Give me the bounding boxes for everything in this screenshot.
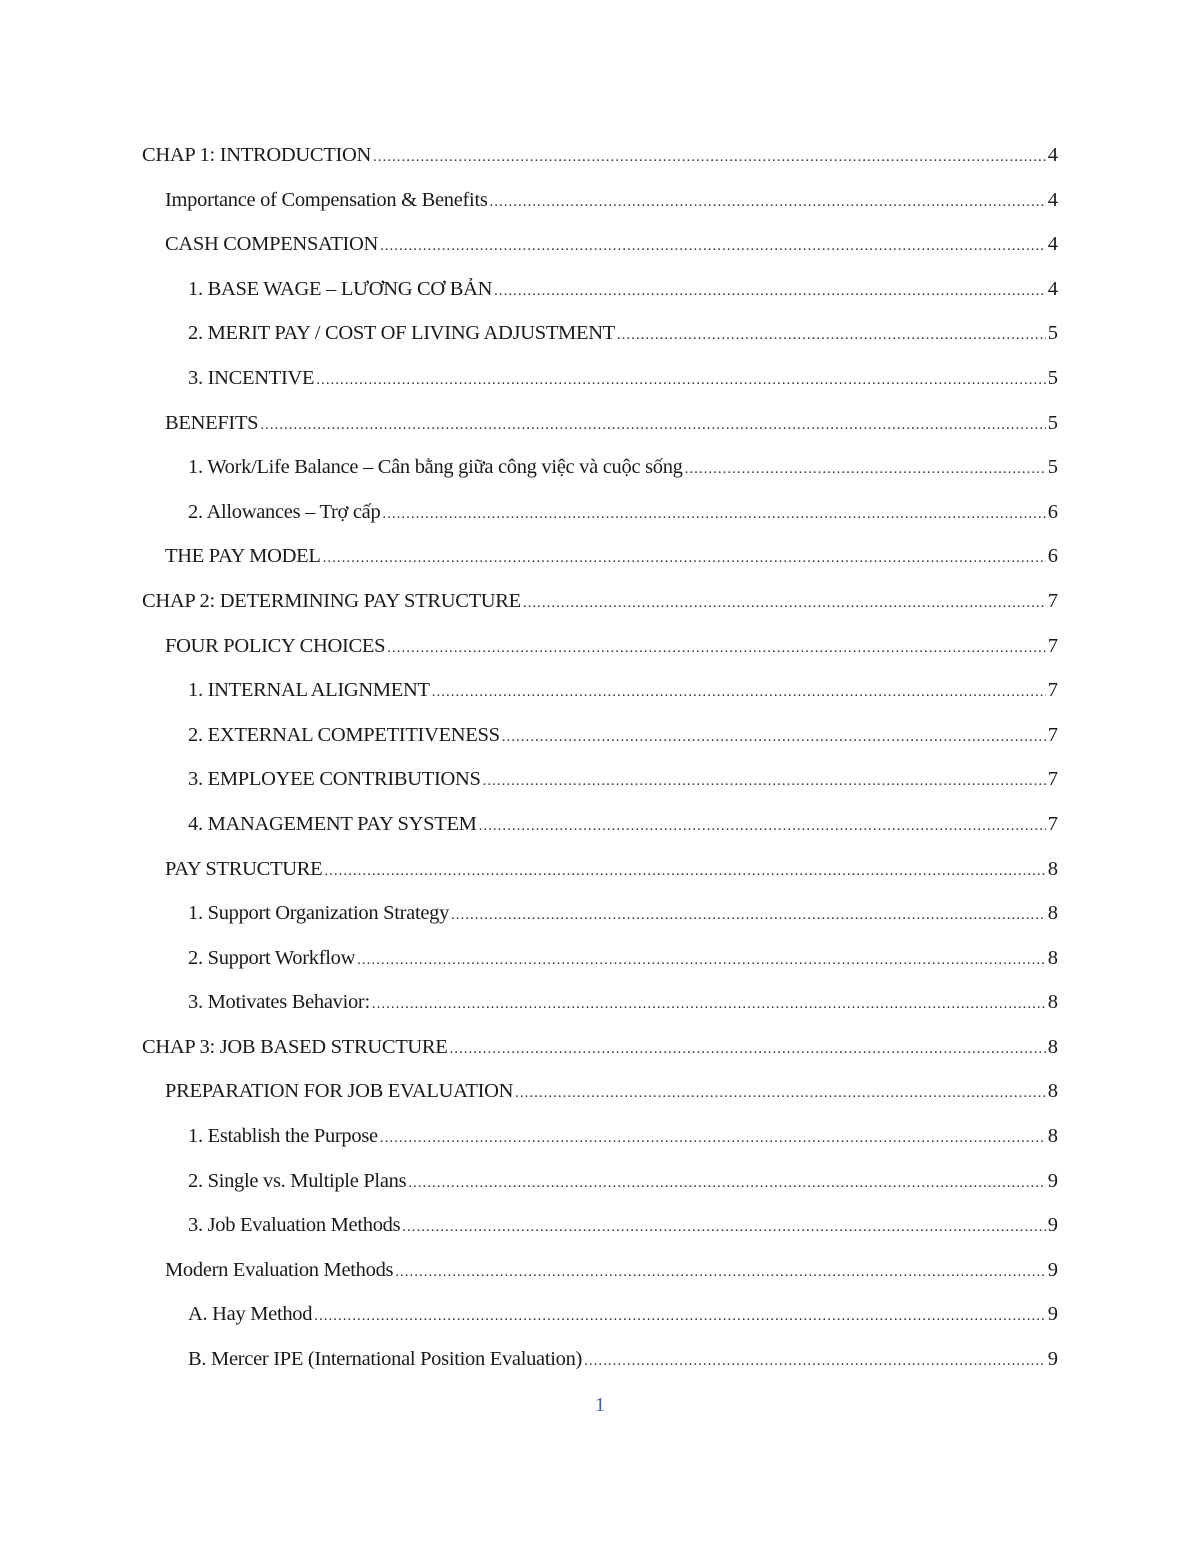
toc-dot-leader — [490, 180, 1046, 225]
toc-dot-leader — [324, 849, 1045, 894]
toc-entry-level-2[interactable] — [142, 847, 1058, 892]
toc-entry-page-number: 8 — [1047, 902, 1058, 925]
toc-entry-page-number: 7 — [1047, 812, 1058, 835]
toc-dot-leader — [357, 938, 1046, 983]
toc-entry-page-number: 8 — [1047, 1080, 1058, 1103]
toc-entry-page-number: 7 — [1047, 768, 1058, 791]
toc-entry-level-3[interactable] — [142, 490, 1058, 535]
toc-entry-page-number: 8 — [1047, 1125, 1058, 1148]
toc-entry-level-1[interactable] — [142, 133, 1058, 178]
toc-dot-leader — [260, 403, 1045, 448]
toc-entry-title: 1. Support Organization Strategy — [188, 902, 450, 925]
toc-entry-title: FOUR POLICY CHOICES — [165, 634, 386, 657]
toc-dot-leader — [617, 313, 1046, 358]
toc-entry-page-number: 4 — [1047, 188, 1058, 211]
toc-entry-level-3[interactable] — [142, 668, 1058, 713]
toc-entry-page-number: 9 — [1047, 1303, 1058, 1326]
toc-entry-title: CHAP 3: JOB BASED STRUCTURE — [142, 1035, 448, 1058]
toc-entry-page-number: 7 — [1047, 723, 1058, 746]
toc-dot-leader — [323, 536, 1046, 581]
toc-dot-leader — [515, 1071, 1046, 1116]
toc-entry-title: 2. Allowances – Trợ cấp — [188, 500, 381, 523]
toc-entry-level-2[interactable] — [142, 222, 1058, 267]
toc-entry-page-number: 6 — [1047, 545, 1058, 568]
toc-dot-leader — [316, 358, 1046, 403]
toc-entry-level-2[interactable] — [142, 534, 1058, 579]
toc-entry-title: 1. Work/Life Balance – Cân bằng giữa công việc và cuộc sống — [188, 456, 683, 479]
toc-entry-page-number: 5 — [1047, 366, 1058, 389]
toc-entry-title: 1. Establish the Purpose — [188, 1125, 378, 1148]
toc-entry-title: PAY STRUCTURE — [165, 857, 323, 880]
toc-entry-page-number: 8 — [1047, 946, 1058, 969]
toc-entry-title: CASH COMPENSATION — [165, 233, 379, 256]
toc-dot-leader — [432, 670, 1046, 715]
toc-entry-page-number: 8 — [1047, 857, 1058, 880]
table-of-contents — [142, 133, 1058, 1382]
toc-entry-level-3[interactable] — [142, 1203, 1058, 1248]
toc-entry-level-2[interactable] — [142, 1069, 1058, 1114]
toc-dot-leader — [395, 1250, 1046, 1295]
toc-entry-title: 1. BASE WAGE – LƯƠNG CƠ BẢN — [188, 277, 493, 300]
toc-entry-page-number: 5 — [1047, 456, 1058, 479]
toc-dot-leader — [483, 759, 1046, 804]
toc-dot-leader — [380, 224, 1046, 269]
toc-entry-title: Modern Evaluation Methods — [165, 1258, 394, 1281]
toc-dot-leader — [450, 1027, 1046, 1072]
toc-entry-page-number: 8 — [1047, 1035, 1058, 1058]
toc-entry-title: CHAP 1: INTRODUCTION — [142, 144, 371, 166]
toc-dot-leader — [523, 581, 1046, 626]
toc-entry-page-number: 5 — [1047, 322, 1058, 345]
toc-entry-title: BENEFITS — [165, 411, 259, 434]
toc-entry-title: 3. Motivates Behavior: — [188, 991, 370, 1014]
toc-entry-level-2[interactable] — [142, 401, 1058, 446]
toc-dot-leader — [479, 804, 1046, 849]
toc-entry-level-3[interactable] — [142, 267, 1058, 312]
toc-entry-level-3[interactable] — [142, 757, 1058, 802]
toc-dot-leader — [451, 893, 1046, 938]
toc-entry-page-number: 4 — [1047, 277, 1058, 300]
toc-entry-page-number: 4 — [1047, 144, 1058, 166]
toc-entry-level-3[interactable] — [142, 311, 1058, 356]
toc-entry-title: 3. Job Evaluation Methods — [188, 1214, 401, 1237]
toc-entry-level-3[interactable] — [142, 1337, 1058, 1382]
toc-entry-page-number: 7 — [1047, 679, 1058, 702]
toc-entry-level-1[interactable] — [142, 1025, 1058, 1070]
toc-entry-title: 4. MANAGEMENT PAY SYSTEM — [188, 812, 477, 835]
toc-entry-title: 3. INCENTIVE — [188, 366, 315, 389]
toc-entry-title: CHAP 2: DETERMINING PAY STRUCTURE — [142, 589, 521, 612]
toc-entry-level-2[interactable] — [142, 1248, 1058, 1293]
toc-dot-leader — [494, 269, 1046, 314]
toc-entry-level-3[interactable] — [142, 356, 1058, 401]
page-number: 1 — [595, 1394, 605, 1416]
toc-entry-level-3[interactable] — [142, 713, 1058, 758]
toc-entry-title: 2. Support Workflow — [188, 946, 356, 969]
toc-dot-leader — [382, 492, 1045, 537]
toc-entry-level-3[interactable] — [142, 936, 1058, 981]
toc-entry-level-2[interactable] — [142, 624, 1058, 669]
toc-entry-page-number: 7 — [1047, 589, 1058, 612]
toc-entry-page-number: 9 — [1047, 1258, 1058, 1281]
toc-entry-level-3[interactable] — [142, 891, 1058, 936]
toc-entry-page-number: 8 — [1047, 991, 1058, 1014]
toc-entry-page-number: 7 — [1047, 634, 1058, 657]
toc-entry-page-number: 9 — [1047, 1348, 1058, 1371]
toc-entry-title: 3. EMPLOYEE CONTRIBUTIONS — [188, 768, 481, 791]
toc-entry-title: 2. MERIT PAY / COST OF LIVING ADJUSTMENT — [188, 322, 615, 345]
toc-entry-title: PREPARATION FOR JOB EVALUATION — [165, 1080, 514, 1103]
toc-entry-page-number: 6 — [1047, 500, 1058, 523]
toc-entry-page-number: 5 — [1047, 411, 1058, 434]
toc-entry-page-number: 9 — [1047, 1169, 1058, 1192]
toc-dot-leader — [402, 1205, 1045, 1250]
toc-entry-title: THE PAY MODEL — [165, 545, 321, 568]
toc-entry-title: 2. Single vs. Multiple Plans — [188, 1169, 407, 1192]
toc-entry-level-3[interactable] — [142, 1292, 1058, 1337]
toc-dot-leader — [502, 715, 1046, 760]
toc-entry-title: A. Hay Method — [188, 1303, 313, 1326]
toc-dot-leader — [373, 135, 1046, 180]
toc-entry-level-3[interactable] — [142, 980, 1058, 1025]
toc-dot-leader — [584, 1339, 1046, 1384]
toc-entry-title: 2. EXTERNAL COMPETITIVENESS — [188, 723, 500, 746]
toc-dot-leader — [314, 1294, 1046, 1339]
toc-entry-level-1[interactable] — [142, 579, 1058, 624]
toc-entry-level-3[interactable] — [142, 445, 1058, 490]
toc-dot-leader — [685, 447, 1046, 492]
toc-entry-page-number: 4 — [1047, 233, 1058, 256]
toc-entry-title: 1. INTERNAL ALIGNMENT — [188, 679, 430, 702]
toc-dot-leader — [380, 1116, 1046, 1161]
toc-entry-level-3[interactable] — [142, 1114, 1058, 1159]
toc-dot-leader — [408, 1161, 1045, 1206]
toc-entry-level-3[interactable] — [142, 1159, 1058, 1204]
toc-dot-leader — [387, 626, 1046, 671]
toc-dot-leader — [372, 982, 1046, 1027]
toc-entry-level-3[interactable] — [142, 802, 1058, 847]
toc-entry-page-number: 9 — [1047, 1214, 1058, 1237]
toc-entry-title: B. Mercer IPE (International Position Evaluation) — [188, 1348, 583, 1371]
toc-entry-title: Importance of Compensation & Benefits — [165, 188, 488, 211]
toc-entry-level-2[interactable] — [142, 178, 1058, 223]
